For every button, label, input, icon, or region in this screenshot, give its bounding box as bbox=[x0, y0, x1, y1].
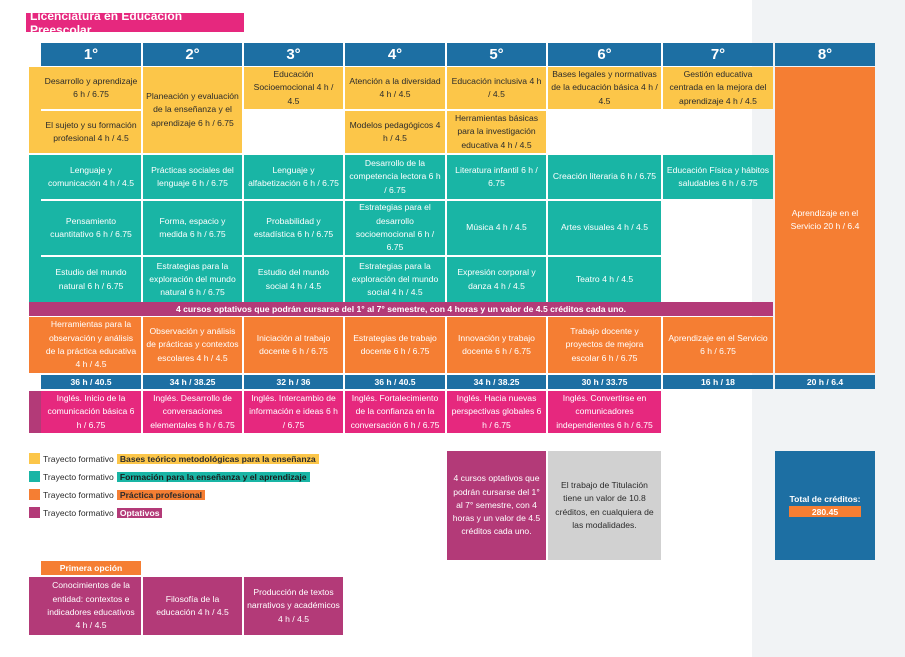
legend-swatch bbox=[29, 453, 40, 464]
course-cell: Estrategias de trabajo docente 6 h / 6.75 bbox=[345, 317, 445, 373]
course-cell: Estrategias para la exploración del mundo social 4 h / 4.5 bbox=[345, 257, 445, 302]
strip-bases bbox=[29, 67, 41, 153]
optional-info-box: 4 cursos optativos que podrán cursarse del 1° al 7° semestre, con 4 horas y un valor de 4.5 créditos cada uno. bbox=[447, 451, 546, 560]
legend-label: Práctica profesional bbox=[117, 490, 205, 500]
course-cell: Educación Física y hábitos saludables 6 h / 6.75 bbox=[663, 155, 773, 199]
course-cell: Prácticas sociales del lenguaje 6 h / 6.75 bbox=[143, 155, 242, 199]
legend-item bbox=[29, 487, 359, 502]
course-cell: Creación literaria 6 h / 6.75 bbox=[548, 155, 661, 199]
course-cell: Artes visuales 4 h / 4.5 bbox=[548, 201, 661, 255]
legend-prefix: Trayecto formativo bbox=[43, 453, 114, 464]
course-cell-english: Inglés. Intercambio de información e ideas 6 h / 6.75 bbox=[244, 391, 343, 433]
course-cell: Gestión educativa centrada en la mejora del aprendizaje 4 h / 4.5 bbox=[663, 67, 773, 109]
course-cell-english: Inglés. Convertirse en comunicadores independientes 6 h / 6.75 bbox=[548, 391, 661, 433]
course-cell: Bases legales y normativas de la educación básica 4 h / 4.5 bbox=[548, 67, 661, 109]
legend-item bbox=[29, 505, 359, 520]
semester-header-8: 8° bbox=[775, 43, 875, 66]
course-cell: Estudio del mundo natural 6 h / 6.75 bbox=[41, 257, 141, 302]
legend-label: Optativos bbox=[117, 508, 163, 518]
course-cell: Planeación y evaluación de la enseñanza y el aprendizaje 6 h / 6.75 bbox=[143, 67, 242, 153]
first-option-course: Filosofía de la educación 4 h / 4.5 bbox=[143, 577, 242, 635]
strip-practica bbox=[29, 317, 41, 373]
legend-swatch bbox=[29, 471, 40, 482]
legend-item bbox=[29, 469, 359, 484]
course-cell: Educación inclusiva 4 h / 4.5 bbox=[447, 67, 546, 109]
total-credits-value: 280.45 bbox=[789, 506, 861, 517]
titulacion-info-box: El trabajo de Titulación tiene un valor de 10.8 créditos, en cualquiera de las modalidades. bbox=[548, 451, 661, 560]
first-option-course: Conocimientos de la entidad: contextos e indicadores educativos 4 h / 4.5 bbox=[41, 577, 141, 635]
total-credits-box bbox=[775, 451, 875, 560]
total-credits-label: Total de créditos: bbox=[789, 494, 861, 504]
course-cell: Estrategias para el desarrollo socioemocional 6 h / 6.75 bbox=[345, 201, 445, 255]
semester-header-7: 7° bbox=[663, 43, 773, 66]
page-title: Licenciatura en Educación Preescolar bbox=[26, 13, 244, 32]
semester-header-4: 4° bbox=[345, 43, 445, 66]
legend-label: Formación para la enseñanza y el aprendizaje bbox=[117, 472, 310, 482]
legend-item bbox=[29, 451, 359, 466]
course-cell: Literatura infantil 6 h / 6.75 bbox=[447, 155, 546, 199]
semester-total: 36 h / 40.5 bbox=[345, 375, 445, 389]
course-cell: Desarrollo de la competencia lectora 6 h / 6.75 bbox=[345, 155, 445, 199]
legend-prefix: Trayecto formativo bbox=[43, 507, 114, 518]
course-cell-english: Inglés. Hacia nuevas perspectivas globales 6 h / 6.75 bbox=[447, 391, 546, 433]
semester-total: 34 h / 38.25 bbox=[447, 375, 546, 389]
legend-swatch bbox=[29, 507, 40, 518]
course-cell: Iniciación al trabajo docente 6 h / 6.75 bbox=[244, 317, 343, 373]
course-cell: Modelos pedagógicos 4 h / 4.5 bbox=[345, 111, 445, 153]
course-cell: Música 4 h / 4.5 bbox=[447, 201, 546, 255]
first-option-course: Producción de textos narrativos y académicos 4 h / 4.5 bbox=[244, 577, 343, 635]
course-cell: Estrategias para la exploración del mundo natural 6 h / 6.75 bbox=[143, 257, 242, 302]
course-cell-english: Inglés. Fortalecimiento de la confianza en la conversación 6 h / 6.75 bbox=[345, 391, 445, 433]
course-cell: El sujeto y su formación profesional 4 h / 4.5 bbox=[41, 111, 141, 153]
course-cell-service-8: Aprendizaje en el Servicio 20 h / 6.4 bbox=[775, 67, 875, 373]
course-cell: Lenguaje y comunicación 4 h / 4.5 bbox=[41, 155, 141, 199]
legend-prefix: Trayecto formativo bbox=[43, 471, 114, 482]
strip-formacion bbox=[29, 155, 41, 302]
course-cell: Innovación y trabajo docente 6 h / 6.75 bbox=[447, 317, 546, 373]
semester-total: 34 h / 38.25 bbox=[143, 375, 242, 389]
course-cell: Expresión corporal y danza 4 h / 4.5 bbox=[447, 257, 546, 302]
semester-header-1: 1° bbox=[41, 43, 141, 66]
course-cell: Educación Socioemocional 4 h / 4.5 bbox=[244, 67, 343, 109]
course-cell: Pensamiento cuantitativo 6 h / 6.75 bbox=[41, 201, 141, 255]
optional-courses-band: 4 cursos optativos que podrán cursarse del 1° al 7° semestre, con 4 horas y un valor de 4.5 créditos cada uno. bbox=[29, 302, 773, 316]
legend bbox=[29, 451, 359, 520]
course-cell: Atención a la diversidad 4 h / 4.5 bbox=[345, 67, 445, 109]
course-cell: Estudio del mundo social 4 h / 4.5 bbox=[244, 257, 343, 302]
legend-prefix: Trayecto formativo bbox=[43, 489, 114, 500]
strip-first-option bbox=[29, 577, 41, 635]
course-cell: Lenguaje y alfabetización 6 h / 6.75 bbox=[244, 155, 343, 199]
semester-header-6: 6° bbox=[548, 43, 661, 66]
semester-total: 32 h / 36 bbox=[244, 375, 343, 389]
legend-swatch bbox=[29, 489, 40, 500]
course-cell-english: Inglés. Inicio de la comunicación básica 6 h / 6.75 bbox=[41, 391, 141, 433]
course-cell: Aprendizaje en el Servicio 6 h / 6.75 bbox=[663, 317, 773, 373]
course-cell: Herramientas básicas para la investigación educativa 4 h / 4.5 bbox=[447, 111, 546, 153]
semester-header-3: 3° bbox=[244, 43, 343, 66]
strip-english bbox=[29, 391, 41, 433]
course-cell-english: Inglés. Desarrollo de conversaciones elementales 6 h / 6.75 bbox=[143, 391, 242, 433]
course-cell: Probabilidad y estadística 6 h / 6.75 bbox=[244, 201, 343, 255]
semester-header-5: 5° bbox=[447, 43, 546, 66]
semester-header-2: 2° bbox=[143, 43, 242, 66]
semester-total: 16 h / 18 bbox=[663, 375, 773, 389]
course-cell: Observación y análisis de prácticas y contextos escolares 4 h / 4.5 bbox=[143, 317, 242, 373]
course-cell: Herramientas para la observación y análisis de la práctica educativa 4 h / 4.5 bbox=[41, 317, 141, 373]
course-cell: Teatro 4 h / 4.5 bbox=[548, 257, 661, 302]
legend-label: Bases teórico metodológicas para la enseñanza bbox=[117, 454, 319, 464]
semester-total: 20 h / 6.4 bbox=[775, 375, 875, 389]
semester-total: 30 h / 33.75 bbox=[548, 375, 661, 389]
course-cell: Desarrollo y aprendizaje 6 h / 6.75 bbox=[41, 67, 141, 109]
first-option-label: Primera opción bbox=[41, 561, 141, 575]
semester-total: 36 h / 40.5 bbox=[41, 375, 141, 389]
course-cell: Trabajo docente y proyectos de mejora escolar 6 h / 6.75 bbox=[548, 317, 661, 373]
course-cell: Forma, espacio y medida 6 h / 6.75 bbox=[143, 201, 242, 255]
